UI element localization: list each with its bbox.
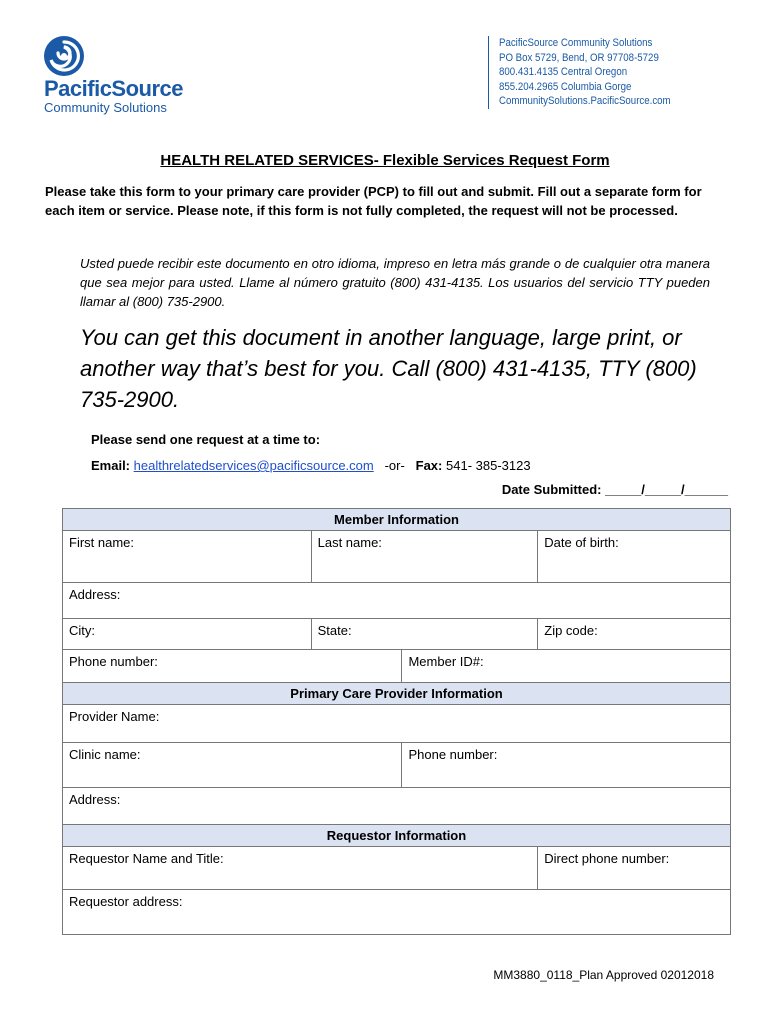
swirl-logo-icon bbox=[42, 34, 86, 78]
member-phone-field[interactable]: Phone number: bbox=[63, 650, 402, 683]
member-id-field[interactable]: Member ID#: bbox=[402, 650, 731, 683]
contact-block bbox=[488, 36, 694, 109]
city-field[interactable]: City: bbox=[63, 619, 312, 650]
email-link[interactable]: healthrelatedservices@pacificsource.com bbox=[133, 458, 374, 473]
member-info-header: Member Information bbox=[63, 509, 731, 531]
member-address-field[interactable]: Address: bbox=[63, 583, 731, 619]
first-name-field[interactable]: First name: bbox=[63, 531, 312, 583]
requestor-name-title-field[interactable]: Requestor Name and Title: bbox=[63, 847, 538, 890]
zip-code-field[interactable]: Zip code: bbox=[538, 619, 731, 650]
requestor-info-header: Requestor Information bbox=[63, 825, 731, 847]
or-separator: -or- bbox=[384, 458, 405, 473]
date-of-birth-field[interactable]: Date of birth: bbox=[538, 531, 731, 583]
provider-name-field[interactable]: Provider Name: bbox=[63, 705, 731, 743]
date-submitted-field[interactable]: Date Submitted: _____/_____/______ bbox=[501, 482, 728, 497]
contact-line-central-oregon: 800.431.4135 Central Oregon bbox=[499, 66, 628, 78]
contact-line-org: PacificSource Community Solutions bbox=[499, 37, 653, 49]
fax-number: 541- 385-3123 bbox=[446, 458, 531, 473]
last-name-field[interactable]: Last name: bbox=[311, 531, 538, 583]
logo-name: PacificSource bbox=[44, 76, 184, 101]
contact-line-website: CommunitySolutions.PacificSource.com bbox=[499, 95, 671, 107]
intro-instructions: Please take this form to your primary care provider (PCP) to fill out and submit. Fill out a separate form for each item or service. Please note, if this form is not fully completed, the request will not be processed. bbox=[45, 184, 702, 218]
send-instruction: Please send one request at a time to: bbox=[91, 432, 321, 447]
clinic-name-field[interactable]: Clinic name: bbox=[63, 743, 402, 788]
spanish-notice: Usted puede recibir este documento en otro idioma, impreso en letra más grande o de cualquier otra manera que sea mejor para usted. Llame al número gratuito (800) 431-4135. Los usuarios del servicio TTY pueden llamar al (800) 735-2900. bbox=[80, 256, 710, 309]
contact-line-columbia-gorge: 855.204.2965 Columbia Gorge bbox=[499, 80, 632, 93]
pcp-info-header: Primary Care Provider Information bbox=[63, 683, 731, 705]
fax-label: Fax: bbox=[415, 458, 443, 473]
logo-subtitle: Community Solutions bbox=[44, 100, 167, 115]
email-label: Email: bbox=[91, 458, 131, 473]
english-notice: You can get this document in another language, large print, or another way that’s best for you. Call (800) 431-4135, TTY (800) 735-2900. bbox=[80, 325, 697, 412]
form-footer-code: MM3880_0118_Plan Approved 02012018 bbox=[493, 968, 714, 982]
contact-line-address: PO Box 5729, Bend, OR 97708-5729 bbox=[499, 51, 659, 64]
state-field[interactable]: State: bbox=[311, 619, 538, 650]
request-form-table bbox=[62, 508, 731, 935]
form-title: HEALTH RELATED SERVICES- Flexible Services Request Form bbox=[160, 152, 610, 169]
pacificsource-logo bbox=[42, 34, 202, 114]
requestor-address-field[interactable]: Requestor address: bbox=[63, 890, 731, 935]
pcp-address-field[interactable]: Address: bbox=[63, 788, 731, 825]
contact-submission-line bbox=[91, 458, 531, 473]
direct-phone-field[interactable]: Direct phone number: bbox=[538, 847, 731, 890]
pcp-phone-field[interactable]: Phone number: bbox=[402, 743, 731, 788]
